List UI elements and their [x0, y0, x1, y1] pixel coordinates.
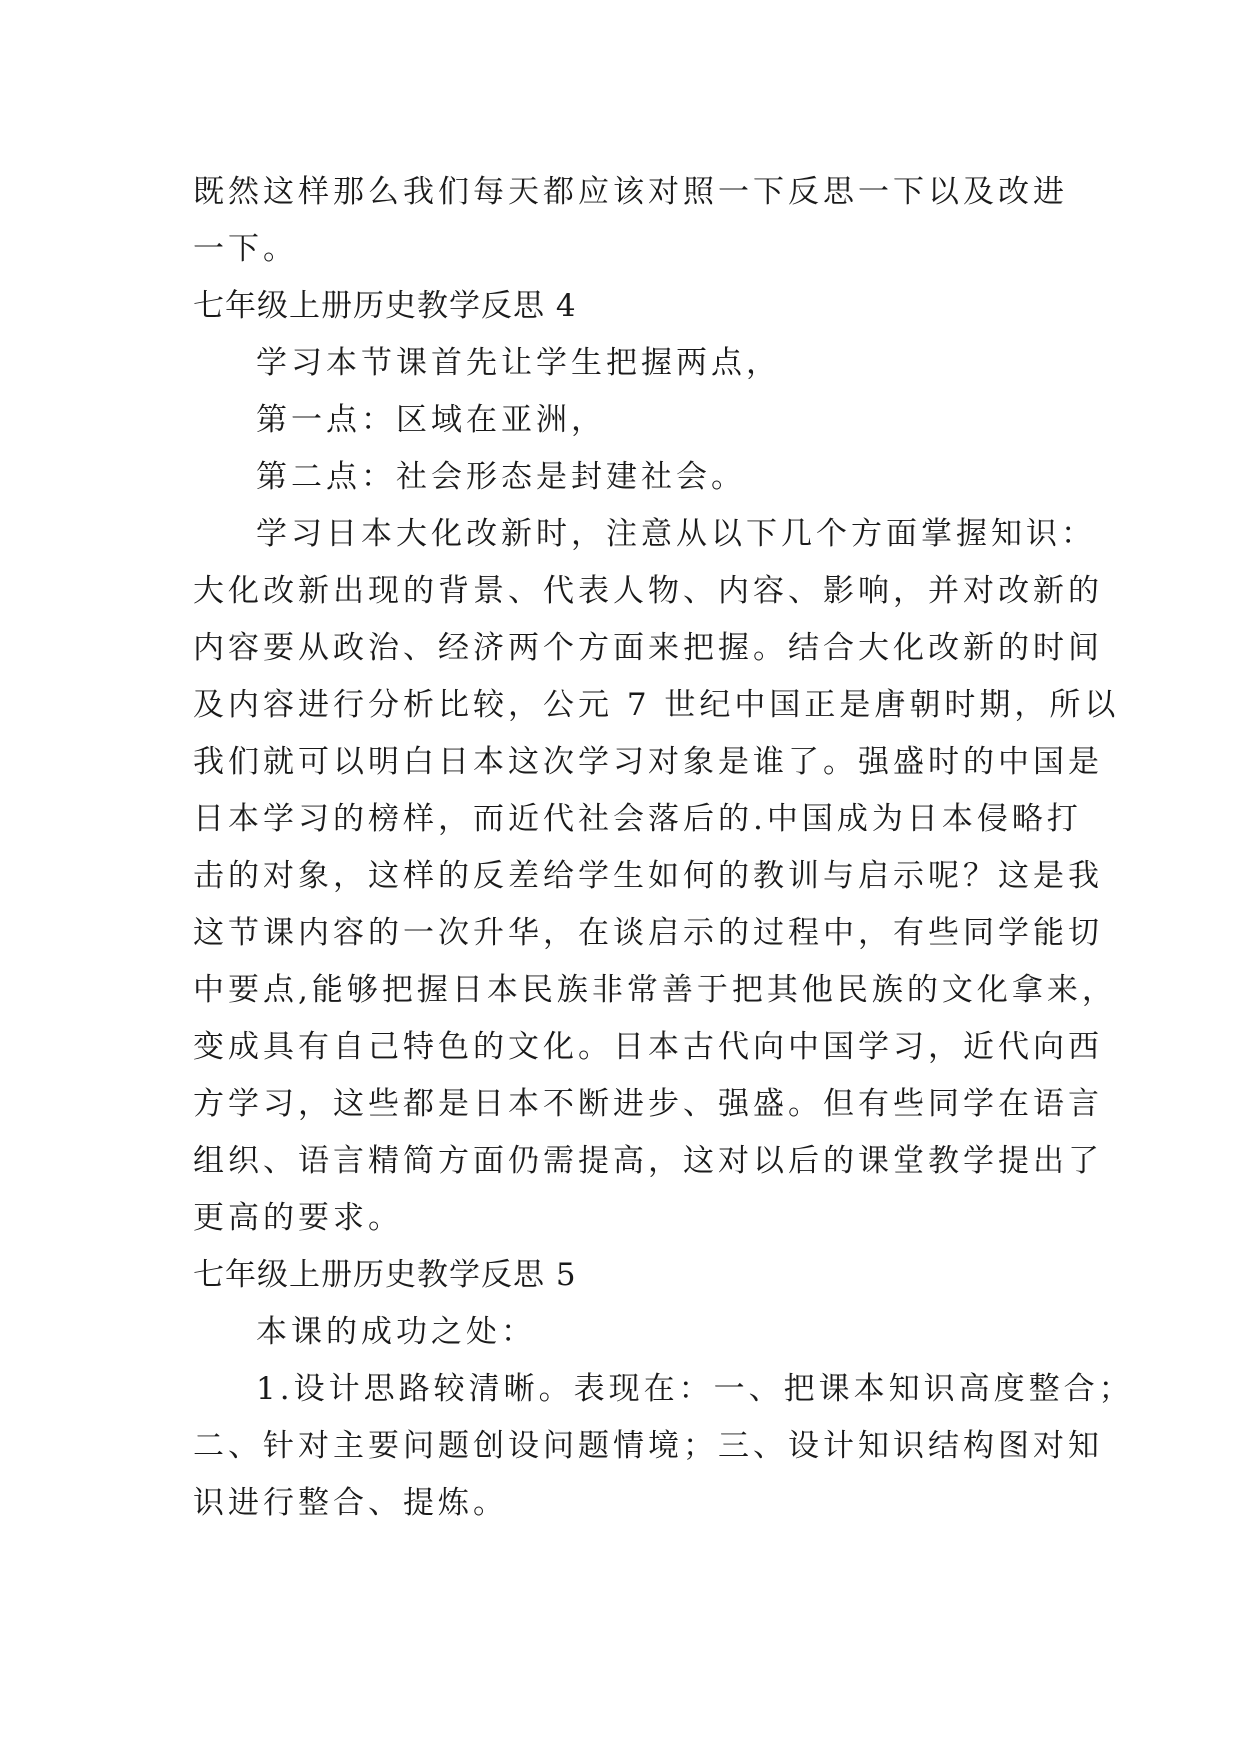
paragraph-line: 及内容进行分析比较，公元 7 世纪中国正是唐朝时期，所以: [193, 687, 1120, 723]
paragraph-line: 二、针对主要问题创设问题情境；三、设计知识结构图对知: [193, 1428, 1103, 1464]
paragraph-line: 更高的要求。: [193, 1200, 403, 1236]
paragraph-line: 变成具有自己特色的文化。日本古代向中国学习，近代向西: [193, 1029, 1103, 1065]
section-heading: 七年级上册历史教学反思 5: [193, 1257, 577, 1293]
paragraph-line: 第一点：区域在亚洲，: [256, 402, 606, 438]
paragraph-line: 一下。: [193, 231, 298, 267]
paragraph-line: 我们就可以明白日本这次学习对象是谁了。强盛时的中国是: [193, 744, 1103, 780]
paragraph-line: 日本学习的榜样，而近代社会落后的.中国成为日本侵略打: [193, 801, 1082, 837]
paragraph-line: 第二点：社会形态是封建社会。: [256, 459, 746, 495]
paragraph-line: 本课的成功之处：: [256, 1314, 536, 1350]
paragraph-line: 组织、语言精简方面仍需提高，这对以后的课堂教学提出了: [193, 1143, 1103, 1179]
paragraph-line: 识进行整合、提炼。: [193, 1485, 508, 1521]
paragraph-line: 1.设计思路较清晰。表现在：一、把课本知识高度整合；: [256, 1371, 1134, 1407]
paragraph-line: 这节课内容的一次升华，在谈启示的过程中，有些同学能切: [193, 915, 1103, 951]
paragraph-line: 中要点,能够把握日本民族非常善于把其他民族的文化拿来，: [193, 972, 1117, 1008]
section-heading: 七年级上册历史教学反思 4: [193, 288, 577, 324]
paragraph-line: 大化改新出现的背景、代表人物、内容、影响，并对改新的: [193, 573, 1103, 609]
paragraph-line: 学习本节课首先让学生把握两点，: [256, 345, 781, 381]
paragraph-line: 内容要从政治、经济两个方面来把握。结合大化改新的时间: [193, 630, 1103, 666]
paragraph-line: 方学习，这些都是日本不断进步、强盛。但有些同学在语言: [193, 1086, 1103, 1122]
paragraph-line: 击的对象，这样的反差给学生如何的教训与启示呢？这是我: [193, 858, 1103, 894]
paragraph-line: 学习日本大化改新时，注意从以下几个方面掌握知识：: [256, 516, 1096, 552]
document-body: [193, 164, 1134, 1532]
paragraph-line: 既然这样那么我们每天都应该对照一下反思一下以及改进: [193, 174, 1068, 210]
